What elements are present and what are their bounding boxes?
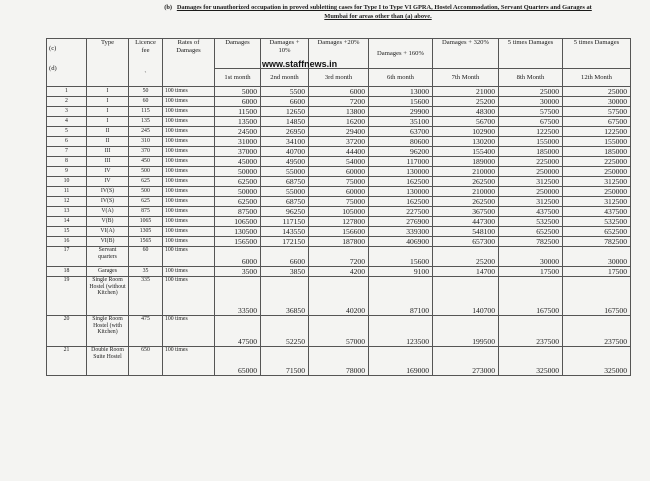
cell-m7: 102900 — [433, 127, 499, 137]
cell-rate: 100 times — [163, 177, 215, 187]
table-row — [47, 157, 631, 167]
cell-m8: 437500 — [499, 207, 563, 217]
cell-m3: 57000 — [309, 316, 369, 347]
cell-fee: 310 — [129, 137, 163, 147]
cell-m1: 50000 — [215, 187, 261, 197]
cell-m12: 30000 — [563, 97, 631, 107]
cell-m3: 4200 — [309, 267, 369, 277]
cell-fee: 1305 — [129, 227, 163, 237]
cell-m7: 367500 — [433, 207, 499, 217]
cell-m7: 447300 — [433, 217, 499, 227]
cell-m12: 155000 — [563, 137, 631, 147]
cell-sno: 20 — [47, 316, 87, 347]
cell-m6: 123500 — [369, 316, 433, 347]
table-row — [47, 267, 631, 277]
cell-m12: 312500 — [563, 197, 631, 207]
cell-rate: 100 times — [163, 347, 215, 376]
cell-fee: 1565 — [129, 237, 163, 247]
cell-m1: 50000 — [215, 167, 261, 177]
heading-line2: Mumbai for areas other than (a) above. — [324, 13, 432, 20]
cell-m2: 96250 — [261, 207, 309, 217]
cell-m1: 47500 — [215, 316, 261, 347]
header-5times-b: 5 times Damages — [563, 39, 631, 69]
cell-m1: 6000 — [215, 97, 261, 107]
cell-m8: 237500 — [499, 316, 563, 347]
cell-sno: 11 — [47, 187, 87, 197]
cell-m12: 437500 — [563, 207, 631, 217]
cell-m8: 325000 — [499, 347, 563, 376]
cell-m8: 312500 — [499, 177, 563, 187]
cell-m12: 122500 — [563, 127, 631, 137]
header-month-2: 2nd month — [261, 69, 309, 87]
cell-rate: 100 times — [163, 316, 215, 347]
cell-m8: 122500 — [499, 127, 563, 137]
heading-line1: Damages for unauthorized occupation in proved subletting cases for Type I to Type VI GPRA, Hostel Accommodation, Servant Quarters and Garages at — [176, 4, 592, 11]
cell-fee: 60 — [129, 97, 163, 107]
cell-type: III — [87, 147, 129, 157]
cell-rate: 100 times — [163, 157, 215, 167]
header-month-6: 6th month — [369, 69, 433, 87]
cell-m3: 7200 — [309, 247, 369, 267]
cell-fee: 370 — [129, 147, 163, 157]
header-d: (d) — [49, 65, 57, 72]
cell-m1: 62500 — [215, 197, 261, 207]
cell-m7: 262500 — [433, 177, 499, 187]
cell-sno: 2 — [47, 97, 87, 107]
cell-m8: 185000 — [499, 147, 563, 157]
cell-m8: 155000 — [499, 137, 563, 147]
cell-m7: 56700 — [433, 117, 499, 127]
cell-m6: 87100 — [369, 277, 433, 316]
cell-sno: 5 — [47, 127, 87, 137]
cell-m12: 57500 — [563, 107, 631, 117]
cell-m7: 199500 — [433, 316, 499, 347]
table-row — [47, 227, 631, 237]
cell-fee: 875 — [129, 207, 163, 217]
cell-m6: 15600 — [369, 247, 433, 267]
cell-sno: 21 — [47, 347, 87, 376]
cell-m8: 532500 — [499, 217, 563, 227]
cell-m6: 276900 — [369, 217, 433, 227]
cell-m2: 36850 — [261, 277, 309, 316]
header-tick: ` — [144, 71, 147, 78]
cell-rate: 100 times — [163, 247, 215, 267]
header-damages-320: Damages + 320% — [433, 39, 499, 69]
table-body — [47, 87, 631, 376]
cell-m7: 48300 — [433, 107, 499, 117]
cell-fee: 625 — [129, 177, 163, 187]
cell-m1: 3500 — [215, 267, 261, 277]
cell-m2: 117150 — [261, 217, 309, 227]
cell-m1: 87500 — [215, 207, 261, 217]
cell-rate: 100 times — [163, 147, 215, 157]
cell-m3: 16200 — [309, 117, 369, 127]
cell-fee: 115 — [129, 107, 163, 117]
cell-m2: 6600 — [261, 247, 309, 267]
cell-m3: 105000 — [309, 207, 369, 217]
cell-sno: 9 — [47, 167, 87, 177]
cell-m3: 7200 — [309, 97, 369, 107]
cell-m7: 548100 — [433, 227, 499, 237]
cell-fee: 135 — [129, 117, 163, 127]
cell-sno: 12 — [47, 197, 87, 207]
cell-m6: 63700 — [369, 127, 433, 137]
damages-table — [46, 38, 631, 376]
table-row — [47, 127, 631, 137]
cell-sno: 16 — [47, 237, 87, 247]
cell-fee: 500 — [129, 167, 163, 177]
cell-type: VI(B) — [87, 237, 129, 247]
cell-sno: 17 — [47, 247, 87, 267]
cell-m2: 6600 — [261, 97, 309, 107]
cell-m6: 130000 — [369, 167, 433, 177]
cell-m7: 210000 — [433, 187, 499, 197]
cell-rate: 100 times — [163, 97, 215, 107]
cell-m2: 34100 — [261, 137, 309, 147]
header-rates: Rates of Damages — [163, 39, 215, 87]
cell-fee: 60 — [129, 247, 163, 267]
cell-rate: 100 times — [163, 217, 215, 227]
cell-m6: 15600 — [369, 97, 433, 107]
cell-rate: 100 times — [163, 87, 215, 97]
cell-m1: 6000 — [215, 247, 261, 267]
header-type: Type — [87, 39, 129, 87]
cell-type: IV(S) — [87, 197, 129, 207]
header-licence-label: Licence fee — [135, 39, 156, 54]
cell-sno: 15 — [47, 227, 87, 237]
cell-m7: 25200 — [433, 247, 499, 267]
cell-m3: 127800 — [309, 217, 369, 227]
cell-m3: 13800 — [309, 107, 369, 117]
cell-m1: 33500 — [215, 277, 261, 316]
cell-m6: 117000 — [369, 157, 433, 167]
cell-m12: 17500 — [563, 267, 631, 277]
cell-m7: 273000 — [433, 347, 499, 376]
cell-m6: 35100 — [369, 117, 433, 127]
table-row — [47, 87, 631, 97]
cell-fee: 475 — [129, 316, 163, 347]
cell-m1: 5000 — [215, 87, 261, 97]
cell-m3: 75000 — [309, 197, 369, 207]
cell-m3: 29400 — [309, 127, 369, 137]
cell-m2: 68750 — [261, 177, 309, 187]
cell-m7: 14700 — [433, 267, 499, 277]
cell-m8: 57500 — [499, 107, 563, 117]
cell-sno: 19 — [47, 277, 87, 316]
cell-m2: 68750 — [261, 197, 309, 207]
heading-prefix: (b) — [164, 4, 173, 11]
cell-type: IV — [87, 167, 129, 177]
cell-m2: 3850 — [261, 267, 309, 277]
cell-m6: 406900 — [369, 237, 433, 247]
cell-fee: 625 — [129, 197, 163, 207]
cell-fee: 500 — [129, 187, 163, 197]
header-damages-160: Damages + 160% — [369, 39, 433, 69]
cell-m2: 26950 — [261, 127, 309, 137]
cell-rate: 100 times — [163, 167, 215, 177]
table-row — [47, 147, 631, 157]
table-row — [47, 277, 631, 316]
cell-rate: 100 times — [163, 237, 215, 247]
cell-m12: 250000 — [563, 187, 631, 197]
cell-m2: 143550 — [261, 227, 309, 237]
cell-m3: 6000 — [309, 87, 369, 97]
cell-m12: 312500 — [563, 177, 631, 187]
cell-m2: 12650 — [261, 107, 309, 117]
cell-m12: 185000 — [563, 147, 631, 157]
cell-m12: 225000 — [563, 157, 631, 167]
cell-m3: 60000 — [309, 167, 369, 177]
cell-m12: 652500 — [563, 227, 631, 237]
cell-m6: 130000 — [369, 187, 433, 197]
cell-m7: 262500 — [433, 197, 499, 207]
table-row — [47, 316, 631, 347]
cell-m8: 167500 — [499, 277, 563, 316]
cell-m12: 250000 — [563, 167, 631, 177]
cell-m7: 210000 — [433, 167, 499, 177]
cell-m3: 78000 — [309, 347, 369, 376]
cell-m1: 37000 — [215, 147, 261, 157]
cell-m1: 24500 — [215, 127, 261, 137]
cell-m2: 14850 — [261, 117, 309, 127]
cell-rate: 100 times — [163, 137, 215, 147]
cell-sno: 8 — [47, 157, 87, 167]
cell-rate: 100 times — [163, 187, 215, 197]
cell-type: VI(A) — [87, 227, 129, 237]
header-5times-a: 5 times Damages — [499, 39, 563, 69]
cell-m8: 25000 — [499, 87, 563, 97]
cell-m7: 25200 — [433, 97, 499, 107]
cell-m8: 250000 — [499, 167, 563, 177]
cell-m7: 657300 — [433, 237, 499, 247]
cell-m1: 65000 — [215, 347, 261, 376]
table-row — [47, 247, 631, 267]
cell-type: V(B) — [87, 217, 129, 227]
cell-type: V(A) — [87, 207, 129, 217]
table-row — [47, 207, 631, 217]
cell-fee: 1065 — [129, 217, 163, 227]
table-row — [47, 187, 631, 197]
cell-m12: 30000 — [563, 247, 631, 267]
cell-m2: 49500 — [261, 157, 309, 167]
cell-m12: 325000 — [563, 347, 631, 376]
table-row — [47, 167, 631, 177]
cell-rate: 100 times — [163, 267, 215, 277]
cell-rate: 100 times — [163, 277, 215, 316]
header-month-12: 12th Month — [563, 69, 631, 87]
cell-m1: 11500 — [215, 107, 261, 117]
cell-m8: 782500 — [499, 237, 563, 247]
cell-m2: 40700 — [261, 147, 309, 157]
table-row — [47, 107, 631, 117]
cell-type: IV(S) — [87, 187, 129, 197]
cell-m8: 652500 — [499, 227, 563, 237]
cell-rate: 100 times — [163, 117, 215, 127]
cell-m1: 130500 — [215, 227, 261, 237]
cell-m3: 37200 — [309, 137, 369, 147]
cell-type: I — [87, 97, 129, 107]
cell-m6: 13000 — [369, 87, 433, 97]
cell-fee: 245 — [129, 127, 163, 137]
header-sno — [47, 39, 87, 87]
header-c: (c) — [49, 45, 57, 52]
cell-sno: 7 — [47, 147, 87, 157]
header-month-8: 8th Month — [499, 69, 563, 87]
cell-m7: 140700 — [433, 277, 499, 316]
header-month-3: 3rd month — [309, 69, 369, 87]
cell-m6: 80600 — [369, 137, 433, 147]
table-row — [47, 137, 631, 147]
header-row-1 — [47, 39, 631, 69]
cell-sno: 1 — [47, 87, 87, 97]
cell-m6: 162500 — [369, 177, 433, 187]
cell-m12: 67500 — [563, 117, 631, 127]
cell-m7: 155400 — [433, 147, 499, 157]
cell-type: Servant quarters — [87, 247, 129, 267]
cell-rate: 100 times — [163, 127, 215, 137]
cell-m2: 55000 — [261, 167, 309, 177]
cell-fee: 450 — [129, 157, 163, 167]
header-damages-10: Damages + 10% — [261, 39, 309, 69]
cell-sno: 3 — [47, 107, 87, 117]
cell-m8: 17500 — [499, 267, 563, 277]
cell-m3: 60000 — [309, 187, 369, 197]
cell-m12: 237500 — [563, 316, 631, 347]
cell-type: Double Room Suite Hostel — [87, 347, 129, 376]
cell-m3: 54000 — [309, 157, 369, 167]
cell-m2: 55000 — [261, 187, 309, 197]
cell-m12: 532500 — [563, 217, 631, 227]
cell-m2: 71500 — [261, 347, 309, 376]
table-row — [47, 177, 631, 187]
cell-m3: 40200 — [309, 277, 369, 316]
cell-m12: 782500 — [563, 237, 631, 247]
cell-rate: 100 times — [163, 207, 215, 217]
cell-m6: 29900 — [369, 107, 433, 117]
cell-m8: 30000 — [499, 247, 563, 267]
table-row — [47, 97, 631, 107]
header-month-7: 7th Month — [433, 69, 499, 87]
cell-m8: 30000 — [499, 97, 563, 107]
cell-m6: 227500 — [369, 207, 433, 217]
cell-sno: 18 — [47, 267, 87, 277]
header-damages: Damages — [215, 39, 261, 69]
table-row — [47, 117, 631, 127]
watermark: www.staffnews.in — [262, 59, 338, 69]
cell-m6: 339300 — [369, 227, 433, 237]
cell-m7: 189000 — [433, 157, 499, 167]
cell-m6: 96200 — [369, 147, 433, 157]
cell-m8: 225000 — [499, 157, 563, 167]
cell-m1: 45000 — [215, 157, 261, 167]
cell-rate: 100 times — [163, 197, 215, 207]
header-damages-20: Damages +20% — [309, 39, 369, 69]
cell-sno: 13 — [47, 207, 87, 217]
cell-m3: 156600 — [309, 227, 369, 237]
cell-m6: 169000 — [369, 347, 433, 376]
table-row — [47, 217, 631, 227]
cell-type: Garages — [87, 267, 129, 277]
cell-m12: 25000 — [563, 87, 631, 97]
cell-type: Single Room Hostel (without Kitchen) — [87, 277, 129, 316]
cell-m2: 172150 — [261, 237, 309, 247]
cell-m1: 62500 — [215, 177, 261, 187]
cell-rate: 100 times — [163, 227, 215, 237]
cell-fee: 335 — [129, 277, 163, 316]
cell-type: Single Room Hostel (with Kitchen) — [87, 316, 129, 347]
cell-sno: 10 — [47, 177, 87, 187]
table-row — [47, 197, 631, 207]
cell-m3: 187800 — [309, 237, 369, 247]
table-row — [47, 347, 631, 376]
cell-sno: 4 — [47, 117, 87, 127]
cell-type: III — [87, 157, 129, 167]
cell-type: I — [87, 107, 129, 117]
cell-m7: 21000 — [433, 87, 499, 97]
cell-fee: 35 — [129, 267, 163, 277]
cell-m1: 13500 — [215, 117, 261, 127]
cell-m8: 250000 — [499, 187, 563, 197]
cell-type: II — [87, 137, 129, 147]
cell-sno: 6 — [47, 137, 87, 147]
cell-m1: 156500 — [215, 237, 261, 247]
cell-fee: 650 — [129, 347, 163, 376]
cell-m2: 5500 — [261, 87, 309, 97]
cell-type: I — [87, 117, 129, 127]
cell-m2: 52250 — [261, 316, 309, 347]
table-row — [47, 237, 631, 247]
cell-m3: 44400 — [309, 147, 369, 157]
header-month-1: 1st month — [215, 69, 261, 87]
cell-fee: 50 — [129, 87, 163, 97]
cell-m12: 167500 — [563, 277, 631, 316]
cell-type: II — [87, 127, 129, 137]
cell-m8: 312500 — [499, 197, 563, 207]
cell-sno: 14 — [47, 217, 87, 227]
cell-m7: 130200 — [433, 137, 499, 147]
cell-m6: 9100 — [369, 267, 433, 277]
cell-m3: 75000 — [309, 177, 369, 187]
cell-m1: 106500 — [215, 217, 261, 227]
cell-m8: 67500 — [499, 117, 563, 127]
cell-m1: 31000 — [215, 137, 261, 147]
cell-m6: 162500 — [369, 197, 433, 207]
cell-type: I — [87, 87, 129, 97]
section-heading — [118, 3, 638, 21]
cell-type: IV — [87, 177, 129, 187]
cell-rate: 100 times — [163, 107, 215, 117]
header-licence — [129, 39, 163, 87]
